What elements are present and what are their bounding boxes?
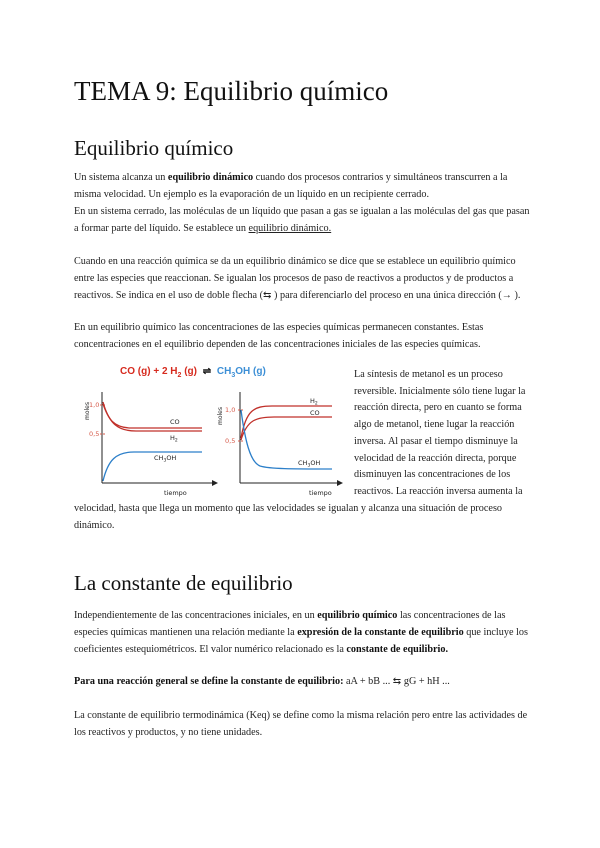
y-axis-label: moles: [217, 407, 224, 425]
chart-left: [84, 392, 218, 497]
series-label-ch3oh: $CH_3OH$: [154, 454, 177, 464]
reaction-equation: [120, 366, 266, 379]
text-run: las concentraciones de las especies químicas mantienen una relación mediante la: [74, 610, 506, 638]
paragraph-reaccion-general: [74, 673, 534, 690]
bold-term: equilibrio químico: [317, 610, 398, 621]
equilibrium-charts: [84, 380, 344, 498]
x-axis-arrow: [212, 480, 218, 486]
section-heading-equilibrio: Equilibrio químico: [74, 136, 234, 160]
text-run: En un sistema cerrado, las moléculas de un líquido que pasan a gas se igualan a las moléculas del gas que pasan a formar parte del líquido. Se establece un: [74, 206, 530, 234]
series-h2-line: [103, 404, 202, 431]
section-heading-constante: La constante de equilibrio: [74, 571, 293, 595]
paragraph-equilibrio-quimico: Cuando en una reacción química se da un equilibrio dinámico se dice que se establece un equilibrio químico entre las especies que reaccionan. Se igualan los procesos de paso de reactivos a productos y de productos a reactivos. Se indica en el uso de doble flecha (⇆ ) para diferenciarlo del proceso en una única dirección (→ ).: [74, 256, 521, 301]
paragraph-concentraciones: En un equilibrio químico las concentraciones de las especies químicas permanecen constantes. Estas concentraciones en el equilibrio dependen de las concentraciones iniciales de las especies químicas.: [74, 322, 484, 350]
general-equation: aA + bB ... ⇆ gG + hH ...: [343, 676, 450, 687]
series-label-co: CO: [170, 418, 180, 426]
text-run: que incluye los coeficientes estequiométricos. El valor numérico relacionado es la: [74, 627, 528, 655]
y-tick-label: 0,5: [89, 430, 100, 438]
product-text: $CH_3OH$ (g): [216, 366, 266, 379]
text-run: Independientemente de las concentraciones iniciales, en un: [74, 610, 318, 621]
paragraph-sintesis-continuacion: velocidad, hasta que llega un momento que las velocidades se igualan y alcanza una situación de proceso dinámico.: [74, 503, 503, 531]
underlined-term: equilibrio dinámico.: [248, 223, 332, 234]
text-run: cuando dos procesos contrarios y simultáneos transcurren a la misma velocidad. Un ejemplo es la evaporación de un líquido en un recipiente cerrado.: [74, 172, 508, 200]
y-tick-label: 1,0: [225, 406, 236, 414]
bold-term: constante de equilibrio.: [346, 644, 449, 655]
series-label-h2: $H_2$: [170, 434, 178, 444]
paragraph-constante-equilibrio: [74, 607, 534, 658]
paragraph-keq: La constante de equilibrio termodinámica (Keq) se define como la misma relación pero entre las actividades de los reactivos y productos, y no tiene unidades.: [74, 710, 528, 738]
equilibrium-figure: [84, 366, 344, 497]
series-label-co: CO: [310, 409, 320, 417]
bold-term: expresión de la constante de equilibrio: [297, 627, 464, 638]
series-co-line: [241, 417, 332, 440]
x-axis-label: tiempo: [164, 489, 187, 497]
page-title: TEMA 9: Equilibrio químico: [74, 76, 389, 106]
reactants-text: CO (g) + 2 $H_2$ (g): [120, 366, 197, 379]
x-axis-arrow: [337, 480, 343, 486]
chart-right: [217, 392, 343, 497]
bold-statement: Para una reacción general se define la constante de equilibrio:: [74, 676, 344, 687]
paragraph-equilibrio-dinamico: [74, 169, 534, 237]
x-axis-label: tiempo: [309, 489, 332, 497]
series-ch3oh-line: [103, 452, 202, 481]
series-label-h2: $H_2$: [310, 397, 318, 407]
y-axis-label: moles: [84, 402, 91, 420]
equilibrium-arrow: ⇌: [202, 366, 212, 377]
text-run: Un sistema alcanza un: [74, 172, 168, 183]
series-co-line: [103, 402, 202, 428]
y-tick-label: 1,0: [89, 401, 100, 409]
series-label-ch3oh: $CH_3OH$: [298, 459, 321, 469]
paragraph-sintesis-metanol: La síntesis de metanol es un proceso reversible. Inicialmente sólo tiene lugar la reacción directa, pero en cuanto se forma algo de metanol, tiene lugar la reacción inversa. Al pasar el tiempo disminuye la velocidad de la reacción directa, porque disminuyen las concentraciones de los reactivos. La reacción inversa aumenta la: [354, 369, 526, 497]
bold-term-equilibrio-dinamico: equilibrio dinámico: [167, 172, 254, 183]
y-tick-label: 0,5: [225, 437, 236, 445]
